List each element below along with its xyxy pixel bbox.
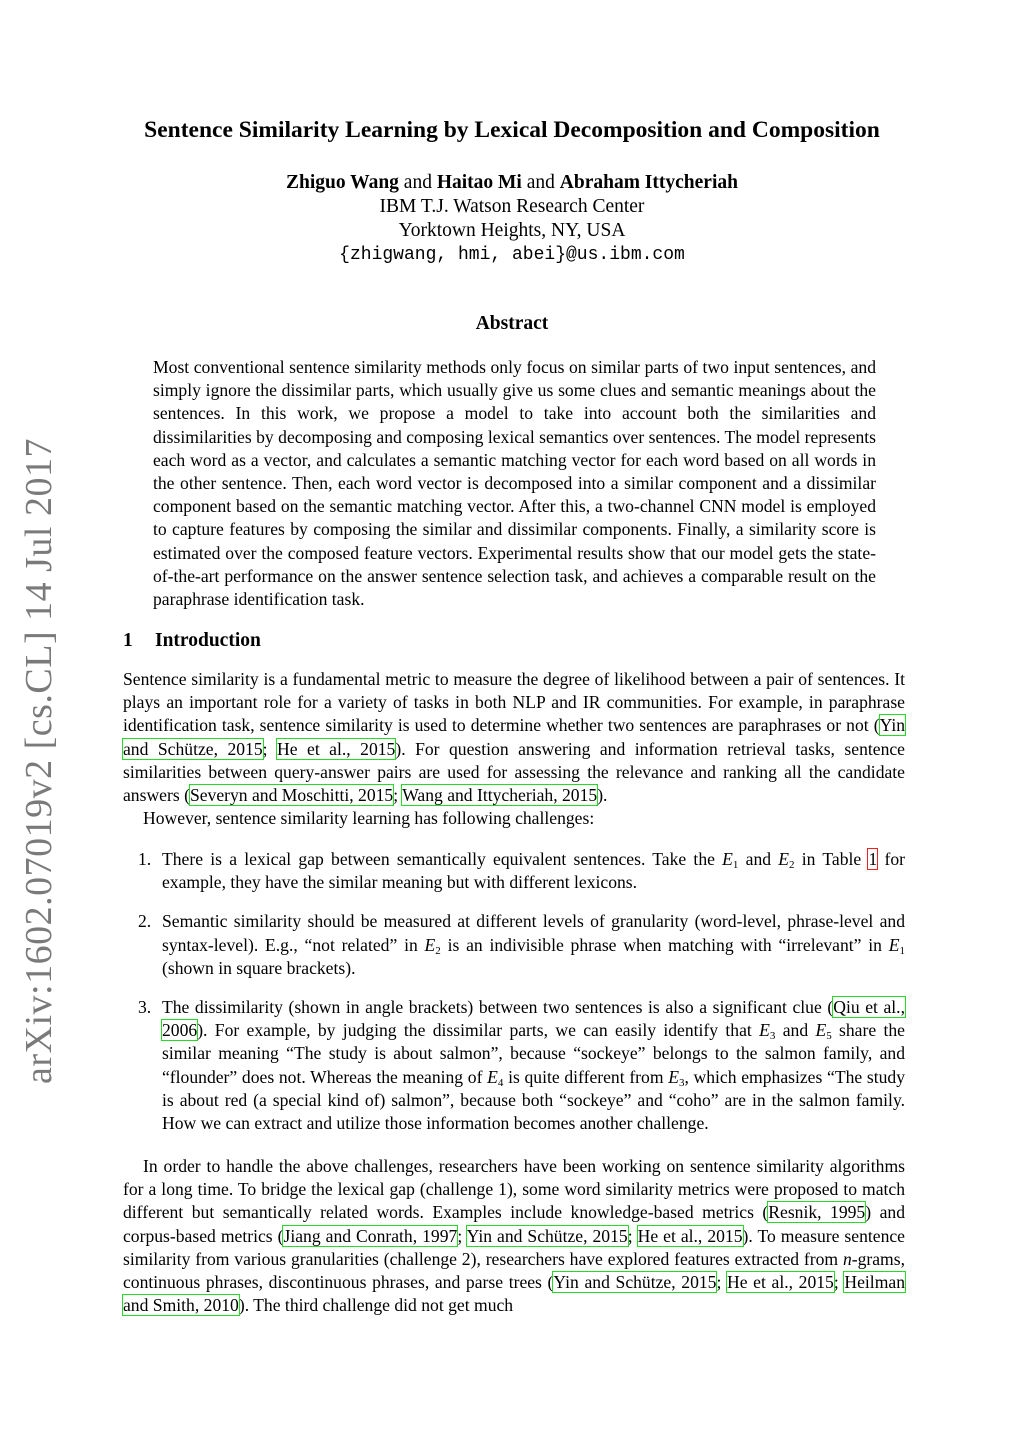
math-sub: 5: [826, 1030, 832, 1043]
author-conjunction: and: [526, 172, 555, 193]
text-run: ). To measure sentence similarity from various granularities (challenge 2), researchers have explored features extracted from: [123, 1225, 905, 1269]
math-var: E: [668, 1066, 679, 1087]
text-run: In order to handle the above challenges, researchers have been working on sentence similarity algorithms for a long time. To bridge the lexical gap (challenge 1), some word similarity metrics were proposed to match different but semantically related words. Examples include knowledge-based metrics (: [123, 1156, 905, 1223]
text-run: ;: [262, 738, 278, 759]
section-number: 1: [123, 630, 133, 651]
text-run: share the similar meaning “The study is about salmon”, because “sockeye” belongs to the salmon family, and “flounder” does not. Whereas the meaning of: [162, 1020, 905, 1087]
arxiv-identifier: [17, 438, 61, 1084]
citation-link[interactable]: Resnik, 1995: [768, 1202, 866, 1223]
math-sub: 3: [678, 1076, 685, 1089]
citation-link[interactable]: Heilman and Smith, 2010: [123, 1272, 905, 1316]
author-emails: {zhigwang, hmi, abei}@us.ibm.com: [339, 245, 685, 265]
text-run: ;: [833, 1272, 845, 1293]
text-run: , which emphasizes “The study is about red (a special kind of) salmon”, because both “sockeye” and “coho” are in the salmon family. How we can extract and utilize those information becomes another challenge.: [162, 1066, 905, 1134]
math-var: E: [487, 1066, 498, 1087]
text-run: ;: [627, 1225, 638, 1246]
list-item: [138, 848, 905, 894]
intro-paragraph-2: However, sentence similarity learning has following challenges:: [143, 808, 595, 829]
author-block: [0, 171, 1024, 267]
citation-link[interactable]: He et al., 2015: [277, 738, 396, 759]
text-run: ). The third challenge did not get much: [238, 1295, 514, 1316]
intro-paragraph-1: [123, 668, 905, 830]
citation-link[interactable]: Jiang and Conrath, 1997: [283, 1225, 458, 1246]
location: Yorktown Heights, NY, USA: [398, 220, 626, 241]
abstract-text: Most conventional sentence similarity methods only focus on similar parts of two input sentences, and simply ignore the dissimilar parts, which usually give us some clues and semantic meanings about the sentences. In this work, we propose a model to take into account both the similarities and dissimilarities by decomposing and composing lexical semantics over sentences. The model represents each word as a vector, and calculates a semantic matching vector for each word based on all words in the other sentence. Then, each word vector is decomposed into a similar component and a dissimilar component based on the semantic matching vector. After this, a two-channel CNN model is employed to capture features by composing the similar and dissimilar components. Finally, a similarity score is estimated over the composed feature vectors. Experimental results show that our model gets the state-of-the-art performance on the answer sentence selection task, and achieves a comparable result on the paraphrase identification task.: [153, 357, 876, 610]
text-run: There is a lexical gap between semantically equivalent sentences. Take the: [162, 849, 723, 869]
section-heading: [123, 630, 261, 652]
text-run: for example, they have the similar meaning but with different lexicons.: [162, 849, 905, 893]
text-run: Semantic similarity should be measured at different levels of granularity (word-level, phrase-level and syntax-level). E.g., “not related” in: [162, 911, 905, 955]
math-var: E: [888, 934, 900, 955]
author-conjunction: and: [403, 172, 432, 193]
citation-link[interactable]: He et al., 2015: [727, 1272, 834, 1293]
challenge-list: [138, 848, 905, 1135]
text-run: in Table: [794, 849, 869, 869]
math-var: E: [815, 1020, 827, 1041]
table-reference-link[interactable]: 1: [868, 849, 878, 869]
text-run: ;: [716, 1272, 728, 1293]
text-run: ). For question answering and information retrieval tasks, sentence similarities between query-answer pairs are used for assessing the relevance and ranking all the candidate answers (: [123, 738, 905, 806]
math-var: n: [842, 1248, 852, 1269]
text-run: (shown in square brackets).: [162, 957, 356, 978]
math-var: E: [778, 849, 790, 869]
author-1: Zhiguo Wang: [286, 172, 399, 193]
text-run: and: [775, 1020, 816, 1041]
math-var: E: [759, 1020, 770, 1041]
section-title: Introduction: [155, 630, 261, 651]
math-sub: 1: [899, 944, 905, 957]
citation-link[interactable]: Yin and Schütze, 2015: [123, 715, 905, 759]
citation-link[interactable]: Wang and Ittycheriah, 2015: [402, 785, 598, 806]
affiliation: IBM T.J. Watson Research Center: [379, 196, 645, 217]
citation-link[interactable]: He et al., 2015: [637, 1225, 743, 1246]
paper-title: Sentence Similarity Learning by Lexical Decomposition and Composition: [144, 117, 880, 143]
math-var: E: [424, 934, 436, 955]
arxiv-identifier-text: arXiv:1602.07019v2 [cs.CL] 14 Jul 2017: [18, 438, 60, 1084]
list-number: 1.: [138, 849, 152, 869]
text-run: ;: [457, 1225, 467, 1246]
text-run: -grams, continuous phrases, discontinuous phrases, and parse trees (: [123, 1248, 905, 1293]
author-names: [0, 171, 1024, 195]
text-run: ;: [393, 785, 403, 806]
text-run: ).: [597, 785, 608, 806]
text-run: and: [738, 849, 779, 869]
text-run: ) and corpus-based metrics (: [123, 1202, 905, 1246]
citation-link[interactable]: Qiu et al., 2006: [162, 997, 905, 1041]
list-number: 3.: [138, 997, 152, 1018]
intro-paragraph-3: [123, 1155, 905, 1317]
list-item: [138, 910, 905, 980]
citation-link[interactable]: Yin and Schütze, 2015: [553, 1272, 717, 1293]
citation-link[interactable]: Yin and Schütze, 2015: [466, 1225, 628, 1246]
author-3: Abraham Ittycheriah: [559, 172, 738, 193]
author-2: Haitao Mi: [436, 172, 522, 193]
text-run: is quite different from: [503, 1066, 669, 1087]
math-sub: 2: [435, 944, 441, 957]
citation-link[interactable]: Severyn and Moschitti, 2015: [189, 785, 394, 806]
math-sub: 2: [789, 859, 795, 871]
text-run: The dissimilarity (shown in angle brackets) between two sentences is also a significant clue (: [162, 997, 834, 1018]
abstract-heading: Abstract: [475, 313, 549, 334]
text-run: ). For example, by judging the dissimilar parts, we can easily identify that: [197, 1020, 760, 1041]
math-sub: 4: [497, 1076, 504, 1089]
math-var: E: [722, 849, 733, 869]
math-sub: 1: [732, 859, 739, 871]
list-item: [138, 996, 905, 1135]
text-run: Sentence similarity is a fundamental metric to measure the degree of likelihood between a pair of sentences. It plays an important role for a variety of tasks in both NLP and IR communities. For example, in paraphrase identification task, sentence similarity is used to determine whether two sentences are paraphrases or not (: [123, 669, 905, 736]
text-run: is an indivisible phrase when matching with “irrelevant” in: [440, 934, 889, 955]
list-number: 2.: [138, 911, 152, 932]
math-sub: 3: [769, 1030, 776, 1043]
